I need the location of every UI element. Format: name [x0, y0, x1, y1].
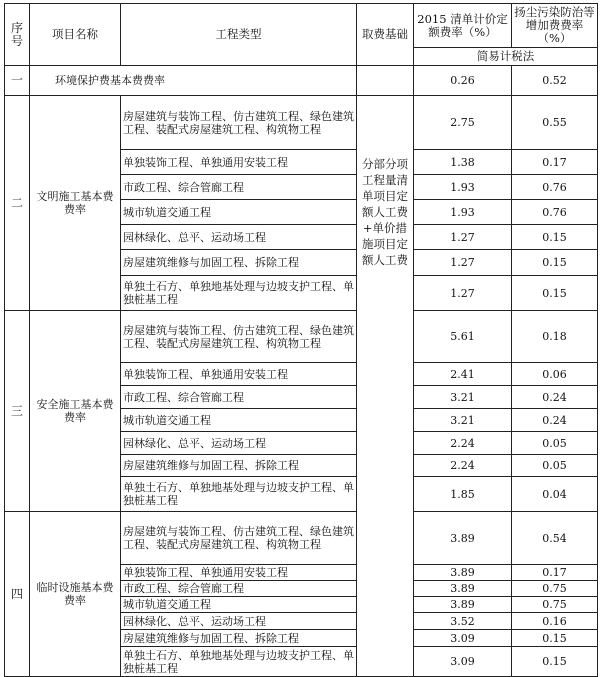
row-project-type: 房屋建筑与装饰工程、仿古建筑工程、绿色建筑工程、装配式房屋建筑工程、构筑物工程 — [121, 512, 357, 565]
row-project-type: 单独装饰工程、单独通用安装工程 — [121, 150, 357, 175]
header-fee-basis: 取费基础 — [357, 4, 414, 66]
row-2015-rate: 3.21 — [414, 386, 512, 409]
row-dust-rate: 0.15 — [512, 630, 598, 647]
row-project-type: 城市轨道交通工程 — [121, 597, 357, 613]
row-dust-rate: 0.17 — [512, 150, 598, 175]
row-project-type: 城市轨道交通工程 — [121, 200, 357, 225]
header-seq: 序号 — [5, 4, 30, 66]
row-dust-rate: 0.15 — [512, 647, 598, 677]
row-2015-rate: 3.89 — [414, 565, 512, 581]
header-project-type: 工程类型 — [121, 4, 357, 66]
row-project-type: 房屋建筑维修与加固工程、拆除工程 — [121, 630, 357, 647]
row-2015-rate: 1.27 — [414, 276, 512, 311]
header-dust-rate: 扬尘污染防治等增加费费率（%） — [512, 4, 598, 48]
row-item-name: 安全施工基本费费率 — [30, 311, 121, 512]
row-project-type: 市政工程、综合管廊工程 — [121, 581, 357, 597]
row-project-type: 市政工程、综合管廊工程 — [121, 386, 357, 409]
row-project-type: 单独土石方、单独地基处理与边坡支护工程、单独桩基工程 — [121, 477, 357, 512]
row-dust-rate: 0.16 — [512, 613, 598, 630]
row-dust-rate: 0.24 — [512, 409, 598, 432]
row-seq: 二 — [5, 96, 30, 311]
row-project-type: 单独土石方、单独地基处理与边坡支护工程、单独桩基工程 — [121, 276, 357, 311]
row-dust-rate: 0.17 — [512, 565, 598, 581]
row-dust-rate: 0.54 — [512, 512, 598, 565]
row-project-type: 园林绿化、总平、运动场工程 — [121, 432, 357, 455]
row-dust-rate: 0.05 — [512, 432, 598, 455]
row-2015-rate: 1.85 — [414, 477, 512, 512]
row-2015-rate: 2.75 — [414, 96, 512, 150]
row-dust-rate: 0.55 — [512, 96, 598, 150]
table-row — [5, 512, 598, 565]
row-2015-rate: 1.38 — [414, 150, 512, 175]
row-dust-rate: 0.24 — [512, 386, 598, 409]
row-seq: 四 — [5, 512, 30, 677]
row-2015-rate: 2.24 — [414, 455, 512, 477]
row-2015-rate: 1.27 — [414, 250, 512, 276]
row-2015-rate: 1.93 — [414, 175, 512, 200]
row-project-type: 园林绿化、总平、运动场工程 — [121, 613, 357, 630]
header-item-name: 项目名称 — [30, 4, 121, 66]
row-2015-rate: 1.27 — [414, 225, 512, 250]
fee-rate-table — [4, 3, 598, 677]
table-row — [5, 66, 598, 96]
row-project-type: 单独装饰工程、单独通用安装工程 — [121, 565, 357, 581]
row-2015-rate: 2.41 — [414, 363, 512, 386]
row-item-name: 文明施工基本费费率 — [30, 96, 121, 311]
row-dust-rate: 0.75 — [512, 597, 598, 613]
row-2015-rate: 0.26 — [414, 66, 512, 96]
table-row — [5, 96, 598, 150]
row-dust-rate: 0.52 — [512, 66, 598, 96]
row-project-type: 房屋建筑与装饰工程、仿古建筑工程、绿色建筑工程、装配式房屋建筑工程、构筑物工程 — [121, 311, 357, 363]
row-project-type: 房屋建筑维修与加固工程、拆除工程 — [121, 455, 357, 477]
row-item-name: 临时设施基本费费率 — [30, 512, 121, 677]
row-dust-rate: 0.15 — [512, 225, 598, 250]
row-2015-rate: 3.09 — [414, 630, 512, 647]
row-2015-rate: 3.09 — [414, 647, 512, 677]
shared-fee-basis — [357, 96, 414, 677]
row-2015-rate: 3.52 — [414, 613, 512, 630]
row-2015-rate: 3.89 — [414, 512, 512, 565]
row-project-type: 单独装饰工程、单独通用安装工程 — [121, 363, 357, 386]
row-dust-rate: 0.04 — [512, 477, 598, 512]
row-project-type: 房屋建筑维修与加固工程、拆除工程 — [121, 250, 357, 276]
row-project-type: 房屋建筑与装饰工程、仿古建筑工程、绿色建筑工程、装配式房屋建筑工程、构筑物工程 — [121, 96, 357, 150]
row-dust-rate: 0.06 — [512, 363, 598, 386]
row-dust-rate: 0.75 — [512, 581, 598, 597]
row-dust-rate: 0.15 — [512, 250, 598, 276]
row-item-name: 环境保护费基本费费率 — [30, 66, 357, 96]
header-tax-method: 简易计税法 — [414, 48, 598, 66]
row-project-type: 城市轨道交通工程 — [121, 409, 357, 432]
row-seq: 一 — [5, 66, 30, 96]
row-dust-rate: 0.76 — [512, 200, 598, 225]
row-dust-rate: 0.76 — [512, 175, 598, 200]
row-2015-rate: 1.93 — [414, 200, 512, 225]
row-dust-rate: 0.18 — [512, 311, 598, 363]
header-2015-rate: 2015 清单计价定额费率（%） — [414, 4, 512, 48]
row-dust-rate: 0.15 — [512, 276, 598, 311]
row-dust-rate: 0.05 — [512, 455, 598, 477]
row-basis-empty — [357, 66, 414, 96]
row-project-type: 园林绿化、总平、运动场工程 — [121, 225, 357, 250]
row-project-type: 单独土石方、单独地基处理与边坡支护工程、单独桩基工程 — [121, 647, 357, 677]
row-2015-rate: 2.24 — [414, 432, 512, 455]
row-2015-rate: 3.89 — [414, 597, 512, 613]
row-seq: 三 — [5, 311, 30, 512]
table-row — [5, 311, 598, 363]
fee-rate-table-wrapper — [4, 3, 598, 677]
row-2015-rate: 3.89 — [414, 581, 512, 597]
table-body — [5, 66, 598, 677]
row-2015-rate: 3.21 — [414, 409, 512, 432]
shared-fee-basis-text: 分部分项工程量清单项目定额人工费+单价措施项目定额人工费 — [362, 157, 408, 267]
row-2015-rate: 5.61 — [414, 311, 512, 363]
row-project-type: 市政工程、综合管廊工程 — [121, 175, 357, 200]
